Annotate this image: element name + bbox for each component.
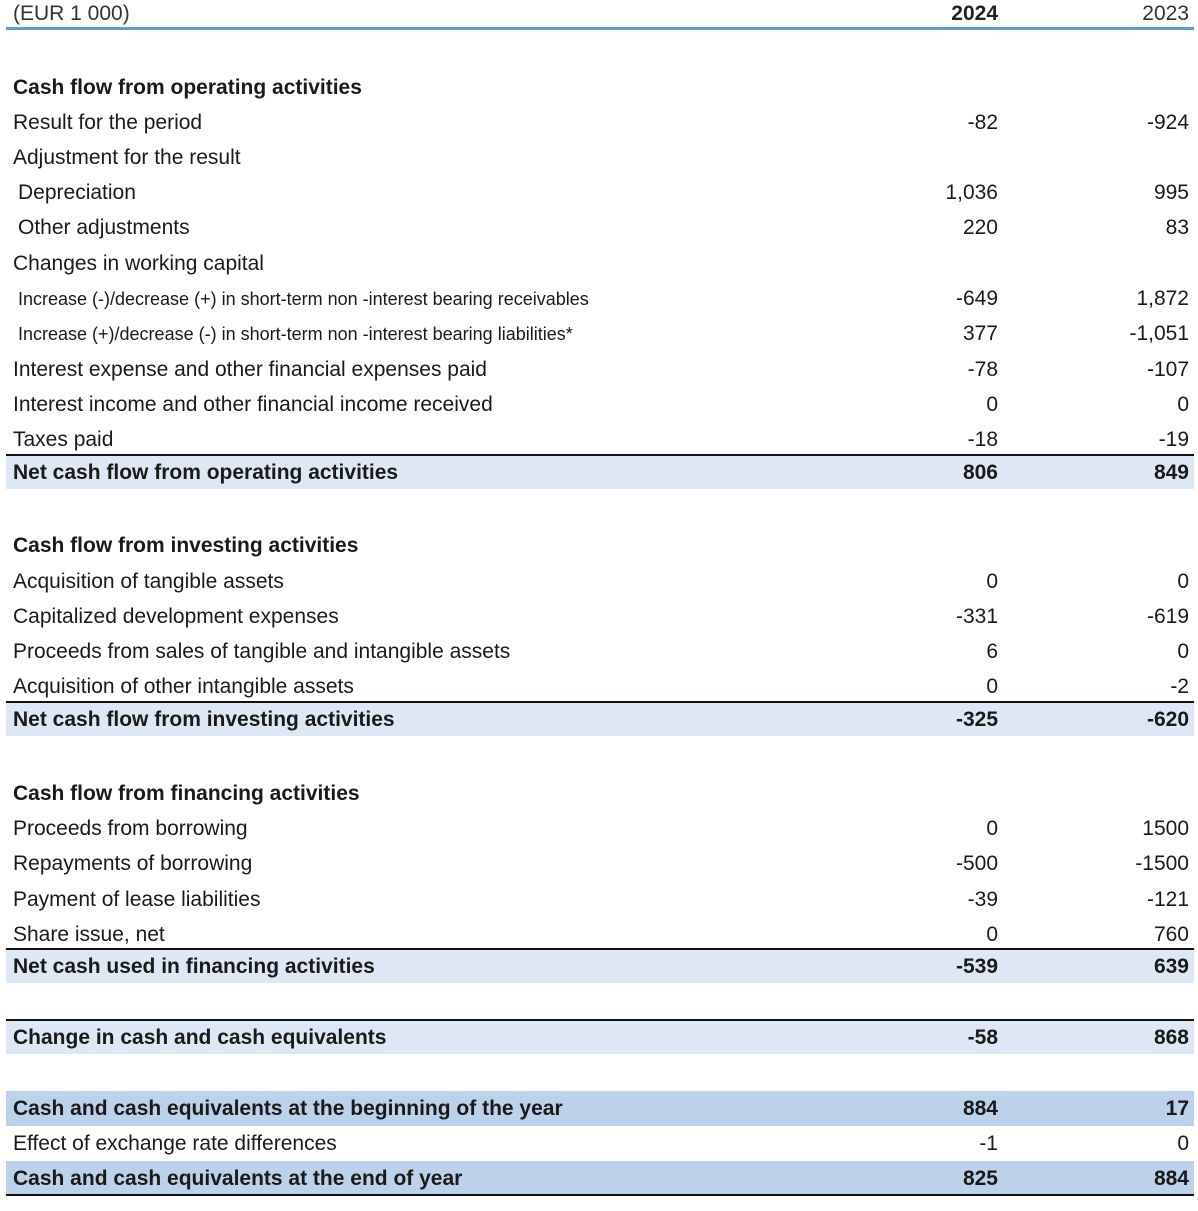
value-2024: -39 xyxy=(967,888,998,911)
table-row xyxy=(6,564,1194,599)
row-label: Payment of lease liabilities xyxy=(13,888,261,911)
row-label: Other adjustments xyxy=(18,216,190,239)
unit-label: (EUR 1 000) xyxy=(13,2,130,25)
row-label: Acquisition of other intangible assets xyxy=(13,675,354,698)
row-label: Effect of exchange rate differences xyxy=(13,1132,337,1155)
value-2023: 0 xyxy=(1177,570,1189,593)
table-row xyxy=(6,352,1194,387)
table-row xyxy=(6,175,1194,210)
column-header-2023: 2023 xyxy=(1142,2,1189,25)
value-2023: 1,872 xyxy=(1136,287,1189,310)
table-row xyxy=(6,882,1194,917)
table-row xyxy=(6,1126,1194,1161)
row-label: Proceeds from sales of tangible and intangible assets xyxy=(13,640,511,663)
value-2023: -619 xyxy=(1146,605,1189,628)
row-label: Increase (+)/decrease (-) in short-term non -interest bearing liabilities* xyxy=(18,324,573,344)
table-row xyxy=(6,387,1194,422)
value-2024: 806 xyxy=(962,461,998,484)
value-2023: -924 xyxy=(1146,111,1189,134)
value-2024: 0 xyxy=(986,393,998,416)
row-label: Net cash used in financing activities xyxy=(13,955,375,978)
value-2023: 849 xyxy=(1153,461,1189,484)
section-heading-operating xyxy=(6,70,1194,105)
value-2023: -1500 xyxy=(1135,852,1189,875)
section-heading-financing xyxy=(6,776,1194,811)
row-label: Cash and cash equivalents at the end of year xyxy=(13,1167,463,1190)
value-2023: 760 xyxy=(1153,923,1189,946)
value-2023: -107 xyxy=(1146,358,1189,381)
value-2024: 825 xyxy=(962,1167,998,1190)
value-2024: -1 xyxy=(979,1132,998,1155)
value-2024: -78 xyxy=(967,358,998,381)
value-2023: 0 xyxy=(1177,640,1189,663)
row-label: Taxes paid xyxy=(13,428,114,451)
value-2023: -19 xyxy=(1158,428,1189,451)
value-2023: 639 xyxy=(1153,955,1189,978)
cash-beginning-row xyxy=(6,1091,1194,1126)
total-row-change-in-cash xyxy=(6,1019,1194,1054)
value-2023: -620 xyxy=(1146,708,1189,731)
table-row xyxy=(6,846,1194,881)
value-2023: 884 xyxy=(1153,1167,1189,1190)
row-label: Interest income and other financial income received xyxy=(13,393,493,416)
table-row xyxy=(6,210,1194,245)
table-row xyxy=(6,316,1194,351)
table-row xyxy=(6,811,1194,846)
value-2023: 17 xyxy=(1165,1097,1189,1120)
row-label: Capitalized development expenses xyxy=(13,605,339,628)
value-2024: -500 xyxy=(955,852,998,875)
row-label: Cash and cash equivalents at the beginning of the year xyxy=(13,1097,563,1120)
value-2023: 0 xyxy=(1177,1132,1189,1155)
row-label: Depreciation xyxy=(18,181,136,204)
total-row-investing xyxy=(6,701,1194,736)
value-2024: -539 xyxy=(955,955,998,978)
value-2024: 884 xyxy=(962,1097,998,1120)
value-2023: 995 xyxy=(1153,181,1189,204)
row-label: Adjustment for the result xyxy=(13,146,241,169)
row-label: Interest expense and other financial expenses paid xyxy=(13,358,487,381)
value-2024: -58 xyxy=(967,1026,998,1049)
table-row xyxy=(6,246,1194,281)
value-2023: -121 xyxy=(1146,888,1189,911)
table-header xyxy=(6,0,1194,30)
table-row xyxy=(6,669,1194,704)
table-row xyxy=(6,140,1194,175)
cash-end-row xyxy=(6,1161,1194,1196)
row-label: Cash flow from financing activities xyxy=(13,782,360,805)
section-heading-investing xyxy=(6,528,1194,563)
table-row xyxy=(6,634,1194,669)
value-2024: -331 xyxy=(955,605,998,628)
value-2023: 0 xyxy=(1177,393,1189,416)
value-2024: 1,036 xyxy=(945,181,998,204)
value-2024: 0 xyxy=(986,923,998,946)
table-row xyxy=(6,917,1194,952)
row-label: Cash flow from investing activities xyxy=(13,534,359,557)
row-label: Share issue, net xyxy=(13,923,165,946)
total-row-operating xyxy=(6,454,1194,489)
value-2024: 0 xyxy=(986,570,998,593)
row-label: Net cash flow from investing activities xyxy=(13,708,395,731)
value-2024: 377 xyxy=(962,322,998,345)
value-2024: 6 xyxy=(986,640,998,663)
table-row xyxy=(6,422,1194,457)
value-2024: -18 xyxy=(967,428,998,451)
value-2024: -649 xyxy=(955,287,998,310)
value-2024: -82 xyxy=(967,111,998,134)
column-header-2024: 2024 xyxy=(951,2,998,25)
value-2023: 1500 xyxy=(1142,817,1189,840)
value-2023: 868 xyxy=(1153,1026,1189,1049)
row-label: Increase (-)/decrease (+) in short-term non -interest bearing receivables xyxy=(18,289,589,309)
row-label: Change in cash and cash equivalents xyxy=(13,1026,387,1049)
row-label: Acquisition of tangible assets xyxy=(13,570,284,593)
value-2023: -1,051 xyxy=(1129,322,1189,345)
value-2023: 83 xyxy=(1165,216,1189,239)
total-row-financing xyxy=(6,948,1194,983)
value-2024: 0 xyxy=(986,675,998,698)
table-row xyxy=(6,599,1194,634)
value-2024: 220 xyxy=(962,216,998,239)
value-2024: -325 xyxy=(955,708,998,731)
row-label: Cash flow from operating activities xyxy=(13,76,362,99)
row-label: Changes in working capital xyxy=(13,252,264,275)
row-label: Proceeds from borrowing xyxy=(13,817,248,840)
value-2023: -2 xyxy=(1170,675,1189,698)
row-label: Net cash flow from operating activities xyxy=(13,461,399,484)
value-2024: 0 xyxy=(986,817,998,840)
table-row xyxy=(6,105,1194,140)
table-row xyxy=(6,281,1194,316)
row-label: Result for the period xyxy=(13,111,203,134)
row-label: Repayments of borrowing xyxy=(13,852,253,875)
